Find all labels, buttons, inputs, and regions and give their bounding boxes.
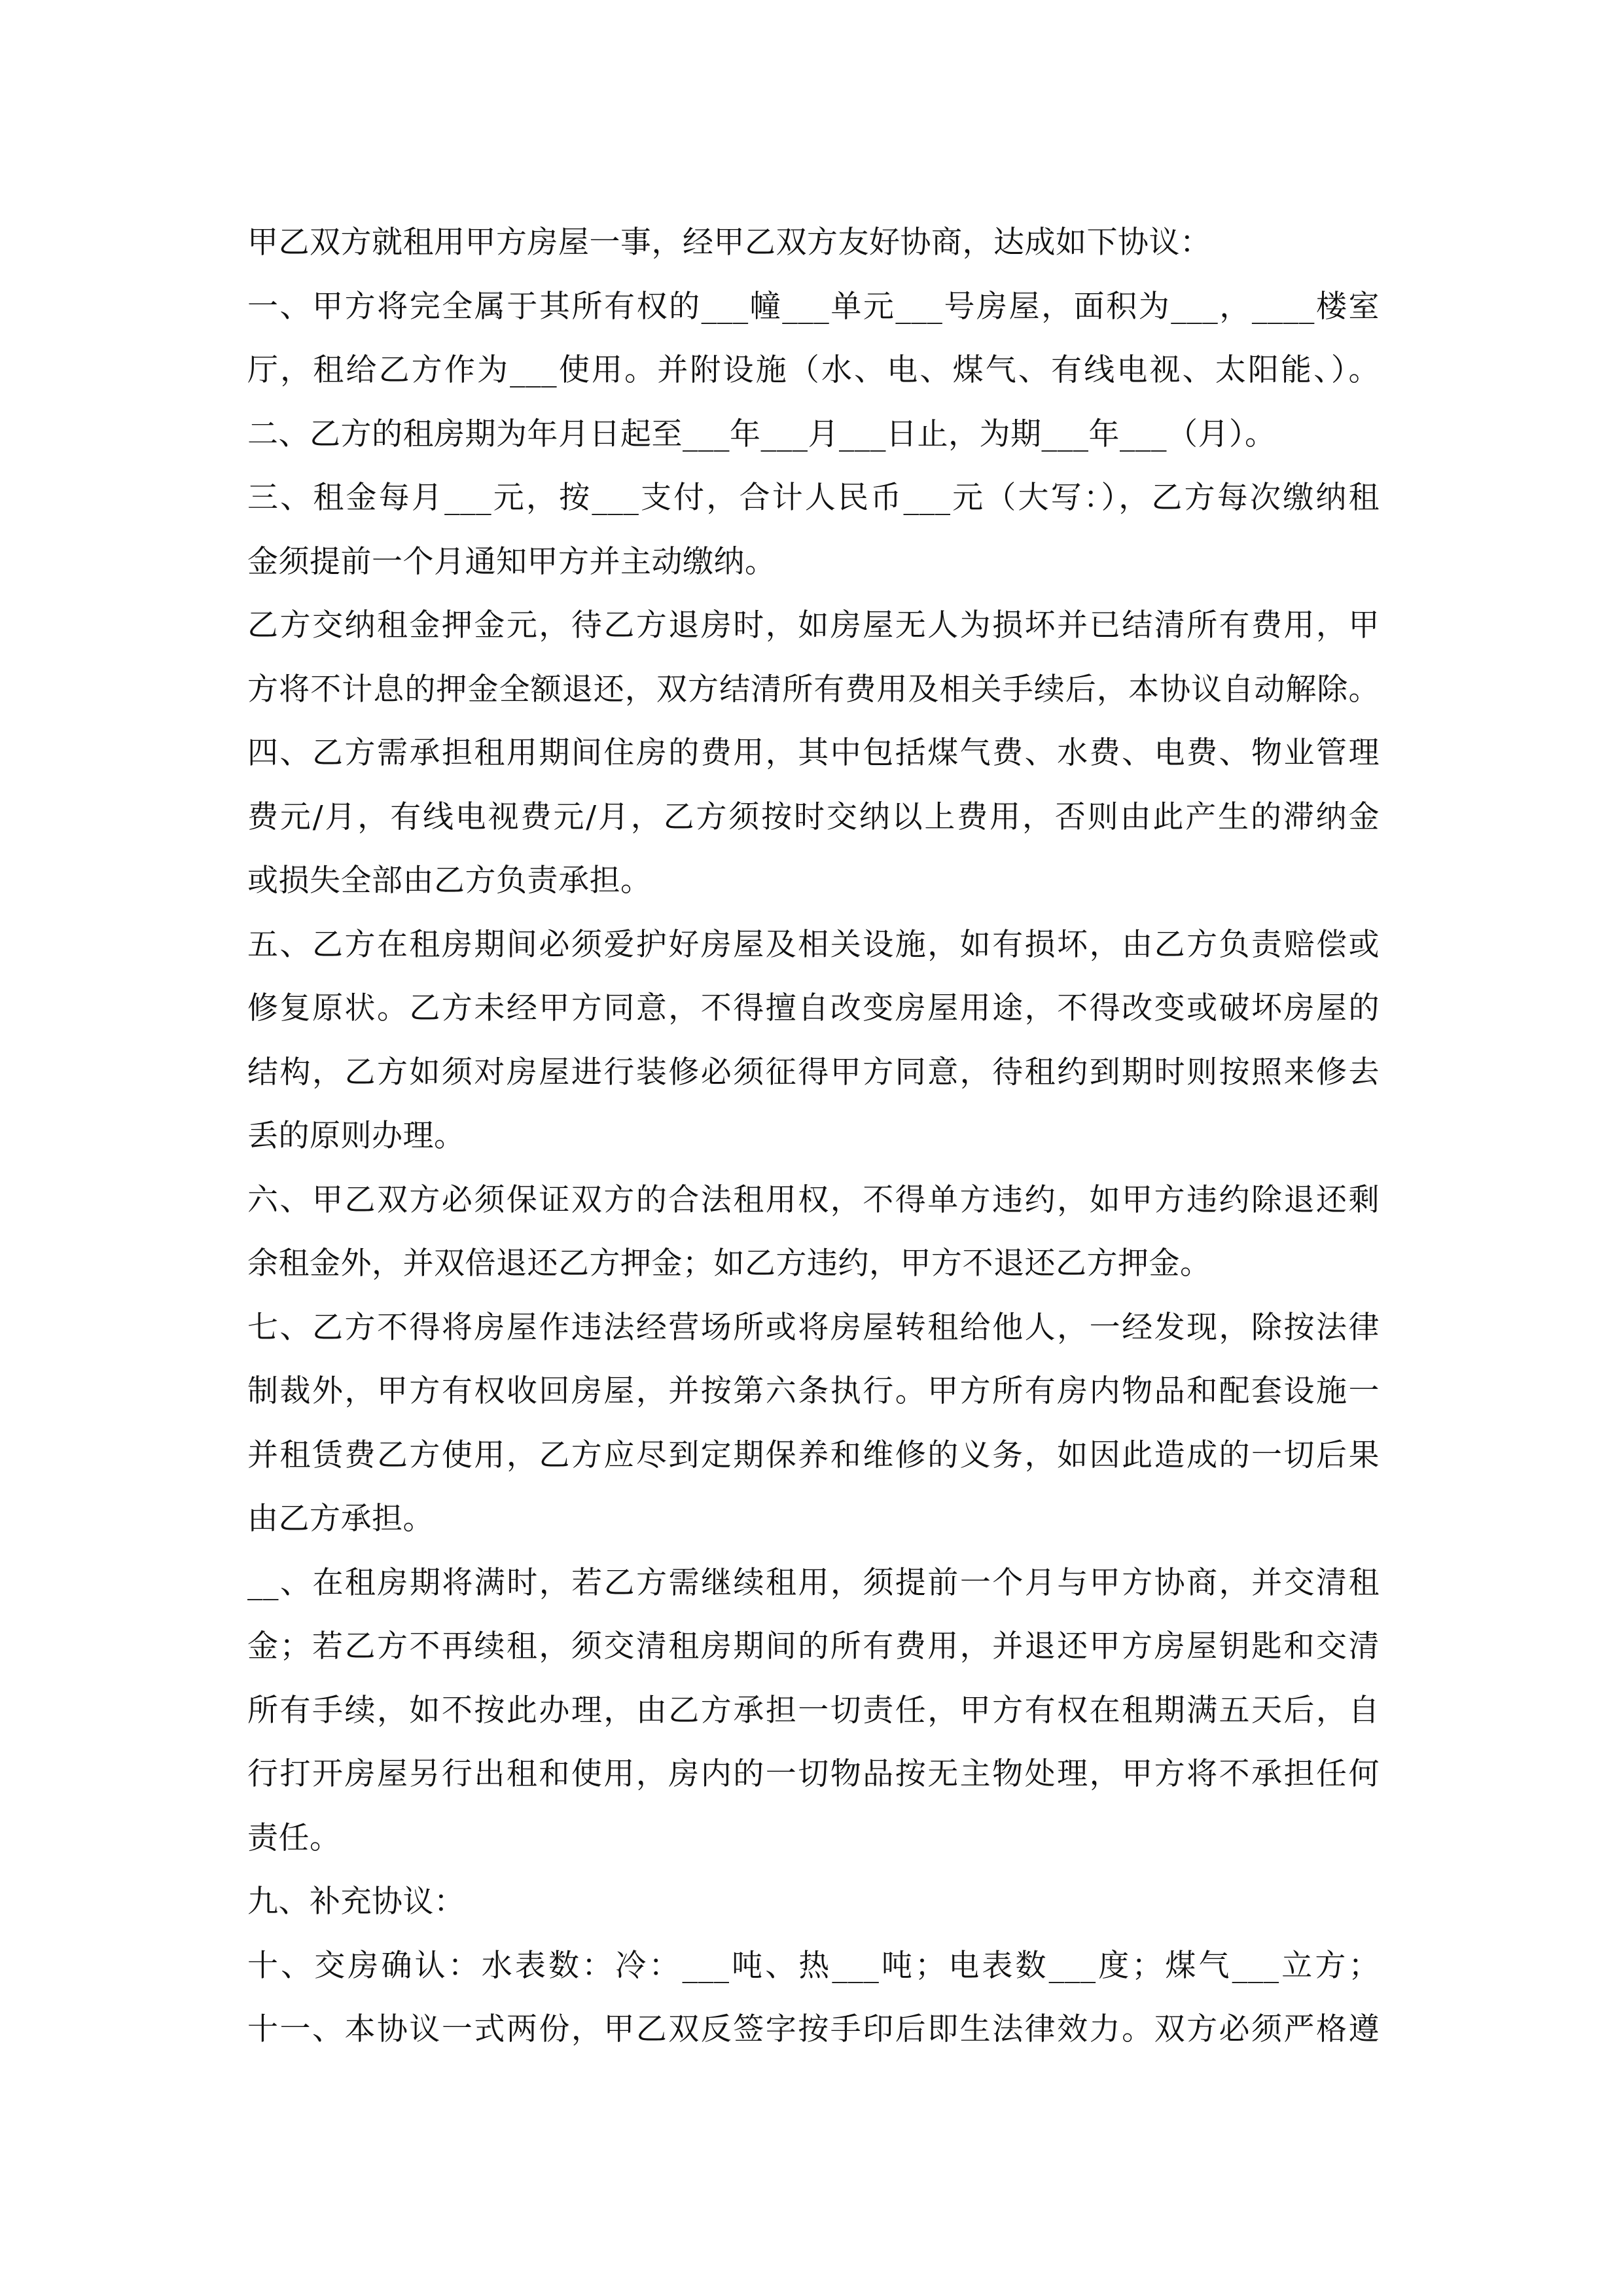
text-line: 十、交房确认：水表数：冷：___吨、热___吨；电表数___度；煤气___立方； <box>247 1947 1380 1984</box>
text-line: 费元/月，有线电视费元/月，乙方须按时交纳以上费用，否则由此产生的滞纳金 <box>247 798 1380 835</box>
text-line: 厅，租给乙方作为___使用。并附设施（水、电、煤气、有线电视、太阳能、）。 <box>247 352 1380 388</box>
text-line: 结构，乙方如须对房屋进行装修必须征得甲方同意，待租约到期时则按照来修去 <box>247 1054 1380 1090</box>
text-line: 九、补充协议： <box>247 1884 465 1920</box>
text-line: 十一、本协议一式两份，甲乙双反签字按手印后即生法律效力。双方必须严格遵 <box>247 2011 1380 2047</box>
text-line: 并租赁费乙方使用，乙方应尽到定期保养和维修的义务，如因此造成的一切后果 <box>247 1437 1380 1473</box>
text-line: 制裁外，甲方有权收回房屋，并按第六条执行。甲方所有房内物品和配套设施一 <box>247 1373 1380 1409</box>
text-line: 金须提前一个月通知甲方并主动缴纳。 <box>247 543 776 580</box>
text-line: 由乙方承担。 <box>247 1501 434 1537</box>
text-line: 二、乙方的租房期为年月日起至___年___月___日止，为期___年___（月）。 <box>247 416 1276 452</box>
text-line: 六、甲乙双方必须保证双方的合法租用权，不得单方违约，如甲方违约除退还剩 <box>247 1181 1380 1218</box>
text-line: 七、乙方不得将房屋作违法经营场所或将房屋转租给他人，一经发现，除按法律 <box>247 1309 1380 1346</box>
text-line: 或损失全部由乙方负责承担。 <box>247 863 652 899</box>
text-line: 修复原状。乙方未经甲方同意，不得擅自改变房屋用途，不得改变或破坏房屋的 <box>247 990 1380 1026</box>
text-line: 余租金外，并双倍退还乙方押金；如乙方违约，甲方不退还乙方押金。 <box>247 1246 1211 1282</box>
text-line: 三、租金每月___元，按___支付，合计人民币___元（大写：），乙方每次缴纳租 <box>247 480 1380 516</box>
text-line: 一、甲方将完全属于其所有权的___幢___单元___号房屋，面积为___，____楼室 <box>247 288 1380 325</box>
text-line: 责任。 <box>247 1820 341 1856</box>
text-line: 丢的原则办理。 <box>247 1118 465 1154</box>
text-line: 五、乙方在租房期间必须爱护好房屋及相关设施，如有损坏，由乙方负责赔偿或 <box>247 926 1380 963</box>
text-line: 金；若乙方不再续租，须交清租房期间的所有费用，并退还甲方房屋钥匙和交清 <box>247 1628 1380 1664</box>
text-line: 四、乙方需承担租用期间住房的费用，其中包括煤气费、水费、电费、物业管理 <box>247 735 1380 771</box>
text-line: 所有手续，如不按此办理，由乙方承担一切责任，甲方有权在租期满五天后，自 <box>247 1692 1380 1729</box>
text-line: __、在租房期将满时，若乙方需继续租用，须提前一个月与甲方协商，并交清租 <box>247 1564 1380 1601</box>
text-line: 行打开房屋另行出租和使用，房内的一切物品按无主物处理，甲方将不承担任何 <box>247 1756 1380 1792</box>
text-line: 乙方交纳租金押金元，待乙方退房时，如房屋无人为损坏并已结清所有费用，甲 <box>247 607 1380 643</box>
text-line: 方将不计息的押金全额退还，双方结清所有费用及相关手续后，本协议自动解除。 <box>247 671 1380 708</box>
agreement-body <box>247 211 1380 2062</box>
text-line: 甲乙双方就租用甲方房屋一事，经甲乙双方友好协商，达成如下协议： <box>247 224 1211 260</box>
